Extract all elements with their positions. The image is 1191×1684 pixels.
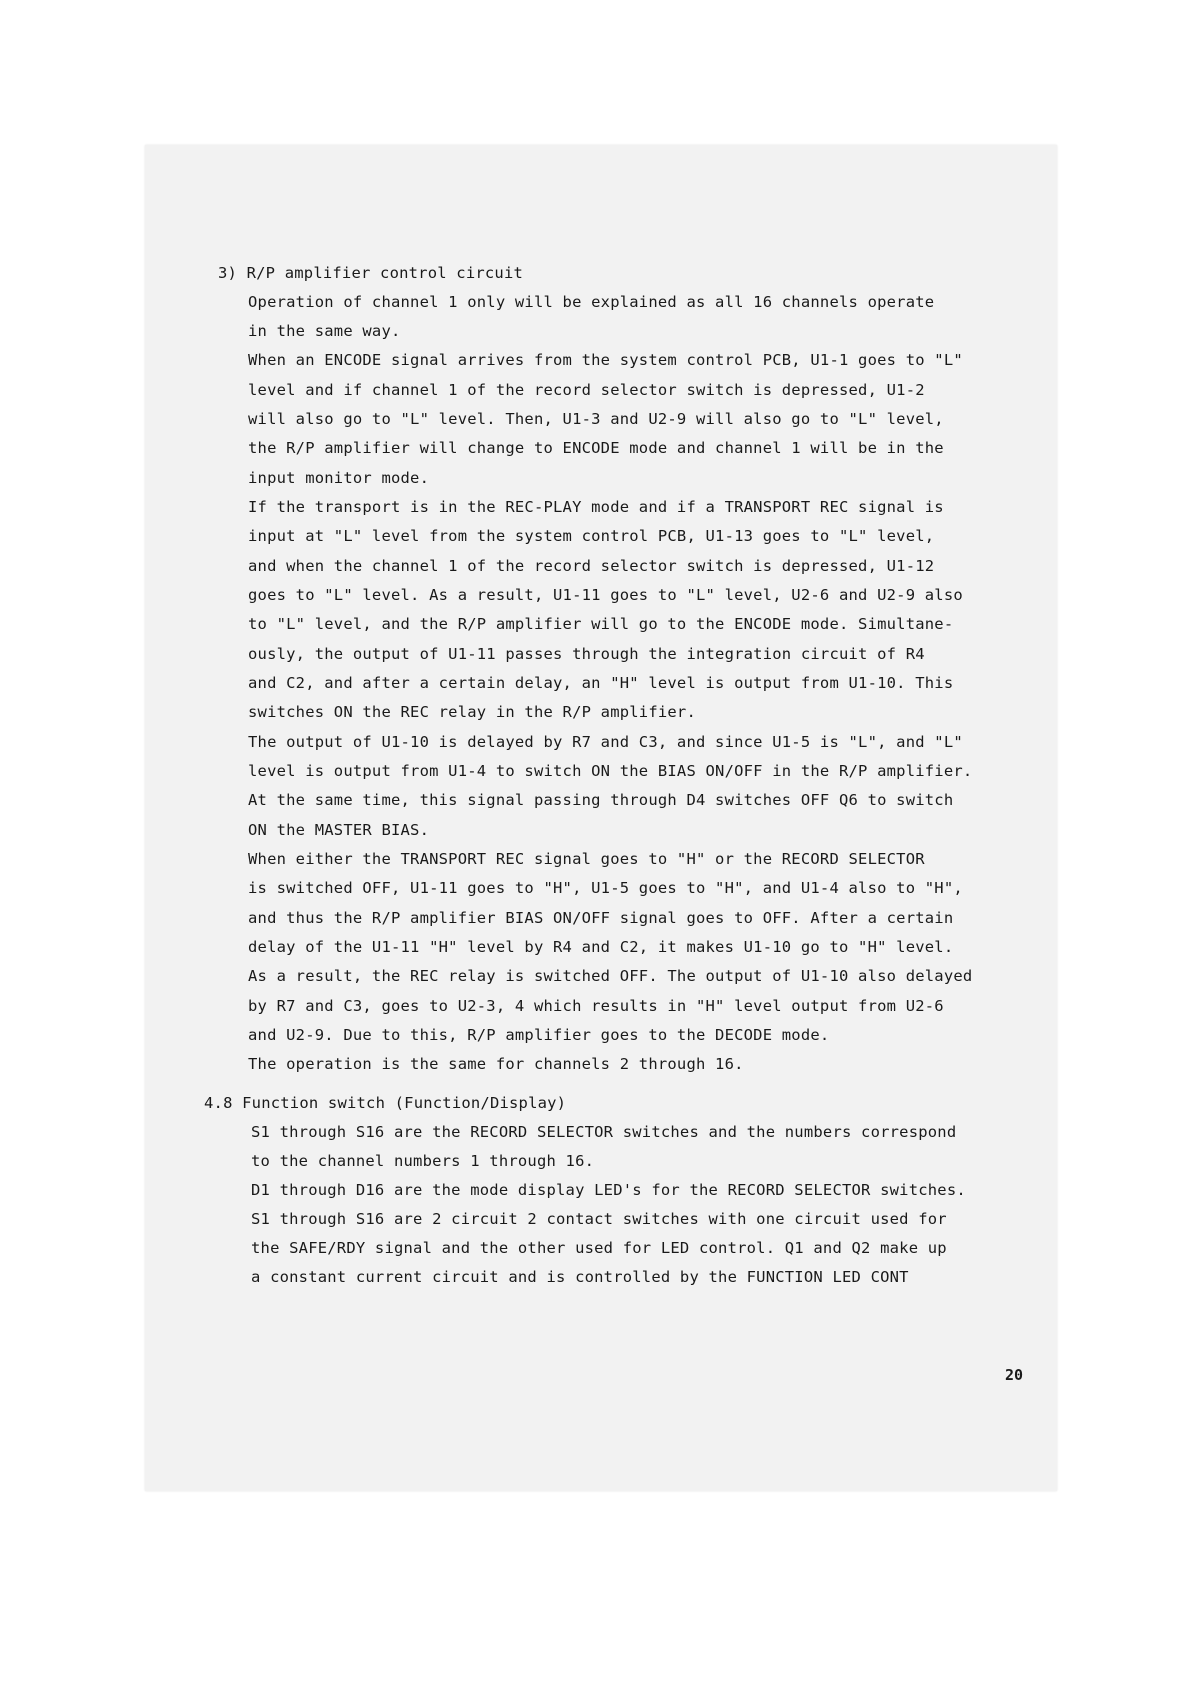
text-line: level is output from U1-4 to switch ON the BIAS ON/OFF in the R/P amplifier.	[248, 762, 973, 780]
text-line: The operation is the same for channels 2 through 16.	[248, 1055, 744, 1073]
text-line: ON the MASTER BIAS.	[248, 821, 430, 839]
text-line: Operation of channel 1 only will be explained as all 16 channels operate	[248, 293, 935, 311]
text-line: S1 through S16 are the RECORD SELECTOR switches and the numbers correspond	[251, 1123, 957, 1141]
text-line: and U2-9. Due to this, R/P amplifier goes to the DECODE mode.	[248, 1026, 830, 1044]
text-line: input at "L" level from the system control PCB, U1-13 goes to "L" level,	[248, 527, 935, 545]
text-line: The output of U1-10 is delayed by R7 and C3, and since U1-5 is "L", and "L"	[248, 733, 963, 751]
page-number: 20	[1005, 1366, 1024, 1384]
text-line: D1 through D16 are the mode display LED's for the RECORD SELECTOR switches.	[251, 1181, 966, 1199]
text-line: a constant current circuit and is controlled by the FUNCTION LED CONT	[251, 1268, 909, 1286]
text-line: ously, the output of U1-11 passes through the integration circuit of R4	[248, 645, 925, 663]
text-line: to the channel numbers 1 through 16.	[251, 1152, 595, 1170]
text-line: will also go to "L" level. Then, U1-3 and U2-9 will also go to "L" level,	[248, 410, 944, 428]
text-line: delay of the U1-11 "H" level by R4 and C2, it makes U1-10 go to "H" level.	[248, 938, 954, 956]
text-line: and when the channel 1 of the record selector switch is depressed, U1-12	[248, 557, 935, 575]
text-line: the R/P amplifier will change to ENCODE mode and channel 1 will be in the	[248, 439, 944, 457]
text-line: When an ENCODE signal arrives from the system control PCB, U1-1 goes to "L"	[248, 351, 963, 369]
section-4-8-heading: 4.8 Function switch (Function/Display)	[204, 1094, 567, 1112]
text-line: S1 through S16 are 2 circuit 2 contact switches with one circuit used for	[251, 1210, 947, 1228]
document-page	[145, 145, 1057, 1491]
text-line: goes to "L" level. As a result, U1-11 goes to "L" level, U2-6 and U2-9 also	[248, 586, 963, 604]
text-line: If the transport is in the REC-PLAY mode and if a TRANSPORT REC signal is	[248, 498, 944, 516]
section-3-heading: 3) R/P amplifier control circuit	[218, 264, 524, 282]
text-line: When either the TRANSPORT REC signal goes to "H" or the RECORD SELECTOR	[248, 850, 925, 868]
text-line: in the same way.	[248, 322, 401, 340]
text-line: by R7 and C3, goes to U2-3, 4 which results in "H" level output from U2-6	[248, 997, 944, 1015]
text-line: to "L" level, and the R/P amplifier will go to the ENCODE mode. Simultane-	[248, 615, 954, 633]
text-line: and C2, and after a certain delay, an "H" level is output from U1-10. This	[248, 674, 954, 692]
text-line: the SAFE/RDY signal and the other used for LED control. Q1 and Q2 make up	[251, 1239, 947, 1257]
text-line: switches ON the REC relay in the R/P amplifier.	[248, 703, 696, 721]
text-line: As a result, the REC relay is switched OFF. The output of U1-10 also delayed	[248, 967, 973, 985]
text-line: is switched OFF, U1-11 goes to "H", U1-5 goes to "H", and U1-4 also to "H",	[248, 879, 963, 897]
text-line: At the same time, this signal passing through D4 switches OFF Q6 to switch	[248, 791, 954, 809]
text-line: level and if channel 1 of the record selector switch is depressed, U1-2	[248, 381, 925, 399]
text-line: input monitor mode.	[248, 469, 430, 487]
text-line: and thus the R/P amplifier BIAS ON/OFF signal goes to OFF. After a certain	[248, 909, 954, 927]
